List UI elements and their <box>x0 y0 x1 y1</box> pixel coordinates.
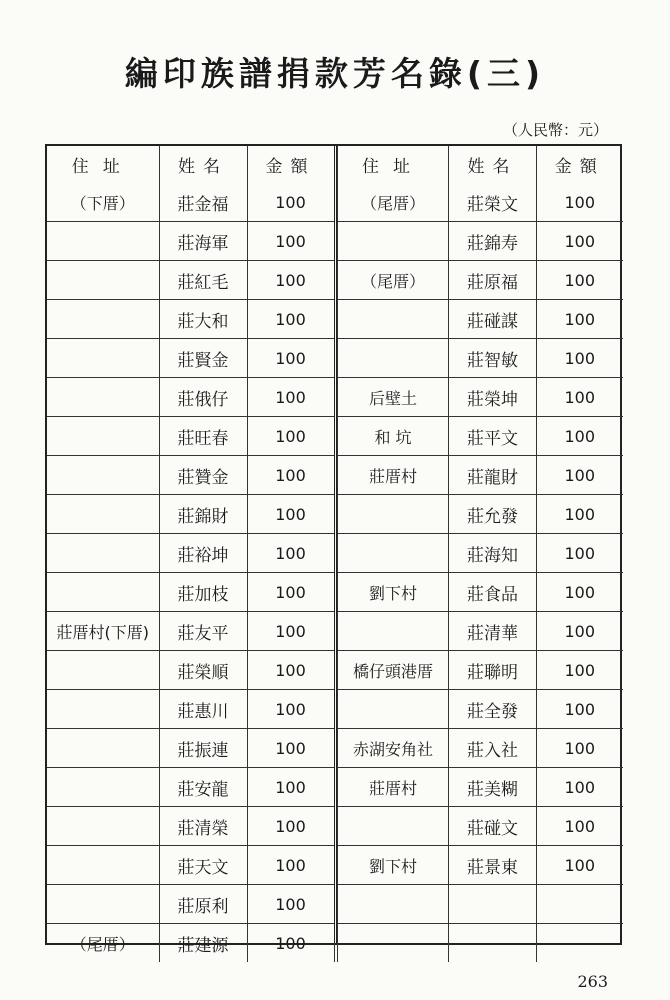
amount-cell: 100 <box>247 495 334 534</box>
address-cell <box>338 339 449 378</box>
name-cell: 莊榮坤 <box>449 378 537 417</box>
amount-cell: 100 <box>247 183 334 222</box>
header-amount: 金額 <box>537 146 623 183</box>
donor-table-right <box>337 146 623 962</box>
name-cell: 莊入社 <box>449 729 537 768</box>
table-row <box>338 534 623 573</box>
table-row <box>47 651 334 690</box>
address-cell: 赤湖安角社 <box>338 729 449 768</box>
address-cell <box>338 924 449 963</box>
table-row <box>338 885 623 924</box>
table-row <box>47 885 334 924</box>
amount-cell: 100 <box>537 417 623 456</box>
name-cell: 莊碰謀 <box>449 300 537 339</box>
table-row <box>338 651 623 690</box>
name-cell: 莊美糊 <box>449 768 537 807</box>
address-cell: 和 坑 <box>338 417 449 456</box>
amount-cell <box>537 885 623 924</box>
address-cell <box>47 495 159 534</box>
amount-cell: 100 <box>537 300 623 339</box>
table-row <box>47 222 334 261</box>
right-body <box>338 183 623 962</box>
name-cell: 莊振連 <box>159 729 247 768</box>
amount-cell: 100 <box>537 222 623 261</box>
table-row <box>47 300 334 339</box>
address-cell <box>47 846 159 885</box>
amount-cell: 100 <box>537 573 623 612</box>
header-name: 姓名 <box>159 146 247 183</box>
name-cell: 莊海知 <box>449 534 537 573</box>
amount-cell: 100 <box>247 417 334 456</box>
table-row <box>338 183 623 222</box>
address-cell: 莊厝村 <box>338 768 449 807</box>
name-cell: 莊旺春 <box>159 417 247 456</box>
address-cell: （下厝） <box>47 183 159 222</box>
name-cell: 莊建源 <box>159 924 247 963</box>
header-row <box>47 146 334 183</box>
name-cell: 莊惠川 <box>159 690 247 729</box>
amount-cell: 100 <box>537 456 623 495</box>
name-cell: 莊碰文 <box>449 807 537 846</box>
table-row <box>47 183 334 222</box>
address-cell <box>47 417 159 456</box>
name-cell: 莊景東 <box>449 846 537 885</box>
amount-cell: 100 <box>247 339 334 378</box>
amount-cell: 100 <box>537 495 623 534</box>
address-cell <box>338 612 449 651</box>
table-row <box>338 261 623 300</box>
amount-cell: 100 <box>247 300 334 339</box>
amount-cell <box>537 924 623 963</box>
address-cell <box>47 534 159 573</box>
amount-cell: 100 <box>247 534 334 573</box>
address-cell: 劉下村 <box>338 573 449 612</box>
table-row <box>47 573 334 612</box>
address-cell: （尾厝） <box>47 924 159 963</box>
name-cell: 莊平文 <box>449 417 537 456</box>
amount-cell: 100 <box>247 768 334 807</box>
table-row <box>47 534 334 573</box>
amount-cell: 100 <box>537 768 623 807</box>
amount-cell: 100 <box>537 807 623 846</box>
address-cell: 劉下村 <box>338 846 449 885</box>
address-cell <box>338 885 449 924</box>
table-row <box>338 768 623 807</box>
amount-cell: 100 <box>537 534 623 573</box>
table-row <box>338 924 623 963</box>
address-cell <box>47 729 159 768</box>
amount-cell: 100 <box>247 222 334 261</box>
header-address: 住址 <box>338 146 449 183</box>
amount-cell: 100 <box>247 690 334 729</box>
address-cell <box>338 300 449 339</box>
name-cell: 莊錦財 <box>159 495 247 534</box>
name-cell: 莊榮順 <box>159 651 247 690</box>
name-cell <box>449 885 537 924</box>
address-cell <box>338 534 449 573</box>
name-cell: 莊清華 <box>449 612 537 651</box>
amount-cell: 100 <box>247 261 334 300</box>
amount-cell: 100 <box>537 651 623 690</box>
amount-cell: 100 <box>247 651 334 690</box>
table-row <box>47 612 334 651</box>
name-cell <box>449 924 537 963</box>
name-cell: 莊俄仔 <box>159 378 247 417</box>
name-cell: 莊加枝 <box>159 573 247 612</box>
amount-cell: 100 <box>537 729 623 768</box>
amount-cell: 100 <box>537 183 623 222</box>
name-cell: 莊贊金 <box>159 456 247 495</box>
header-amount: 金額 <box>247 146 334 183</box>
amount-cell: 100 <box>247 807 334 846</box>
name-cell: 莊金福 <box>159 183 247 222</box>
name-cell: 莊聯明 <box>449 651 537 690</box>
name-cell: 莊紅毛 <box>159 261 247 300</box>
table-row <box>47 690 334 729</box>
header-name: 姓名 <box>449 146 537 183</box>
amount-cell: 100 <box>247 885 334 924</box>
table-row <box>338 222 623 261</box>
table-row <box>47 768 334 807</box>
table-row <box>338 612 623 651</box>
donor-table <box>45 144 622 956</box>
address-cell <box>47 768 159 807</box>
table-row <box>47 807 334 846</box>
address-cell <box>47 651 159 690</box>
table-row <box>338 456 623 495</box>
table-row <box>47 417 334 456</box>
table-row <box>47 339 334 378</box>
amount-cell: 100 <box>537 378 623 417</box>
name-cell: 莊全發 <box>449 690 537 729</box>
amount-cell: 100 <box>247 456 334 495</box>
address-cell: 莊厝村 <box>338 456 449 495</box>
amount-cell: 100 <box>537 261 623 300</box>
address-cell <box>47 573 159 612</box>
name-cell: 莊智敏 <box>449 339 537 378</box>
header-address: 住址 <box>47 146 159 183</box>
name-cell: 莊天文 <box>159 846 247 885</box>
name-cell: 莊原福 <box>449 261 537 300</box>
address-cell <box>338 495 449 534</box>
table-row <box>338 378 623 417</box>
name-cell: 莊海軍 <box>159 222 247 261</box>
header-row <box>338 146 623 183</box>
donor-table-left <box>47 146 335 962</box>
name-cell: 莊清榮 <box>159 807 247 846</box>
name-cell: 莊龍財 <box>449 456 537 495</box>
amount-cell: 100 <box>537 612 623 651</box>
name-cell: 莊榮文 <box>449 183 537 222</box>
table-row <box>47 495 334 534</box>
table-row <box>338 573 623 612</box>
name-cell: 莊安龍 <box>159 768 247 807</box>
amount-cell: 100 <box>537 339 623 378</box>
address-cell: 橋仔頭港厝 <box>338 651 449 690</box>
address-cell <box>47 222 159 261</box>
address-cell <box>47 885 159 924</box>
address-cell <box>47 807 159 846</box>
amount-cell: 100 <box>247 612 334 651</box>
table-row <box>47 846 334 885</box>
table-row <box>338 417 623 456</box>
table-row <box>338 729 623 768</box>
address-cell <box>47 300 159 339</box>
table-row <box>338 339 623 378</box>
table-row <box>47 729 334 768</box>
page-title: 編印族譜捐款芳名錄(三) <box>124 54 546 93</box>
table-row <box>47 378 334 417</box>
table-row <box>338 300 623 339</box>
table-row <box>338 495 623 534</box>
amount-cell: 100 <box>247 729 334 768</box>
name-cell: 莊食品 <box>449 573 537 612</box>
name-cell: 莊錦寿 <box>449 222 537 261</box>
amount-cell: 100 <box>537 690 623 729</box>
address-cell <box>338 222 449 261</box>
table-row <box>338 690 623 729</box>
amount-cell: 100 <box>247 378 334 417</box>
table-row <box>338 807 623 846</box>
address-cell <box>47 456 159 495</box>
address-cell <box>47 339 159 378</box>
address-cell: （尾厝） <box>338 183 449 222</box>
currency-unit: （人民幣：元） <box>502 121 608 139</box>
page-number: 263 <box>577 972 608 991</box>
address-cell <box>338 690 449 729</box>
address-cell: （尾厝） <box>338 261 449 300</box>
amount-cell: 100 <box>247 924 334 963</box>
name-cell: 莊允發 <box>449 495 537 534</box>
table-row <box>47 924 334 963</box>
table-row <box>338 846 623 885</box>
amount-cell: 100 <box>537 846 623 885</box>
left-body <box>47 183 334 962</box>
amount-cell: 100 <box>247 573 334 612</box>
amount-cell: 100 <box>247 846 334 885</box>
name-cell: 莊原利 <box>159 885 247 924</box>
address-cell <box>47 261 159 300</box>
name-cell: 莊賢金 <box>159 339 247 378</box>
table-row <box>47 456 334 495</box>
address-cell <box>338 807 449 846</box>
address-cell: 莊厝村(下厝) <box>47 612 159 651</box>
address-cell <box>47 378 159 417</box>
address-cell <box>47 690 159 729</box>
table-row <box>47 261 334 300</box>
name-cell: 莊裕坤 <box>159 534 247 573</box>
address-cell: 后壁土 <box>338 378 449 417</box>
name-cell: 莊大和 <box>159 300 247 339</box>
name-cell: 莊友平 <box>159 612 247 651</box>
